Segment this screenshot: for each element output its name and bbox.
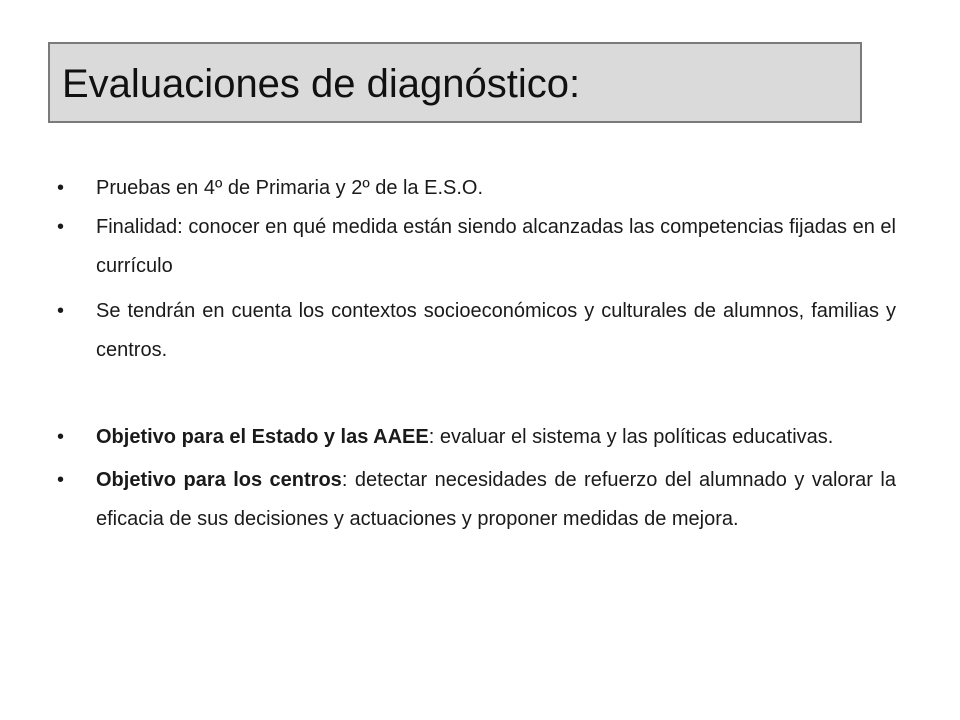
bullet-dot-icon: • [57, 469, 65, 491]
bullet-dot-icon: • [57, 177, 65, 199]
bullet-item-objetivo-estado [57, 418, 896, 457]
bullet-item-contextos [57, 292, 896, 370]
bullet-item-pruebas [57, 169, 896, 208]
bullet-bold-label: Objetivo para el Estado y las AAEE [96, 426, 429, 448]
bullet-text: Finalidad: conocer en qué medida están siendo alcanzadas las competencias fijadas en el currículo [96, 216, 896, 277]
bullet-text: : evaluar el sistema y las políticas educativas. [428, 426, 834, 448]
bullet-bold-label: Objetivo para los centros [96, 469, 342, 491]
bullet-dot-icon: • [57, 216, 65, 238]
bullet-dot-icon: • [57, 426, 65, 448]
bullet-list [57, 169, 896, 539]
bullet-item-finalidad [57, 208, 896, 286]
bullet-text: Pruebas en 4º de Primaria y 2º de la E.S.O. [96, 177, 484, 199]
bullet-dot-icon: • [57, 300, 65, 322]
bullet-text: Se tendrán en cuenta los contextos socioeconómicos y culturales de alumnos, familias y centros. [96, 300, 896, 361]
bullet-item-objetivo-centros [57, 461, 896, 539]
title-box [48, 42, 862, 123]
slide-title: Evaluaciones de diagnóstico: [62, 62, 581, 106]
bullet-text: : detectar necesidades de refuerzo del alumnado y valorar la eficacia de sus decisiones y actuaciones y proponer medidas de mejora. [96, 469, 896, 530]
